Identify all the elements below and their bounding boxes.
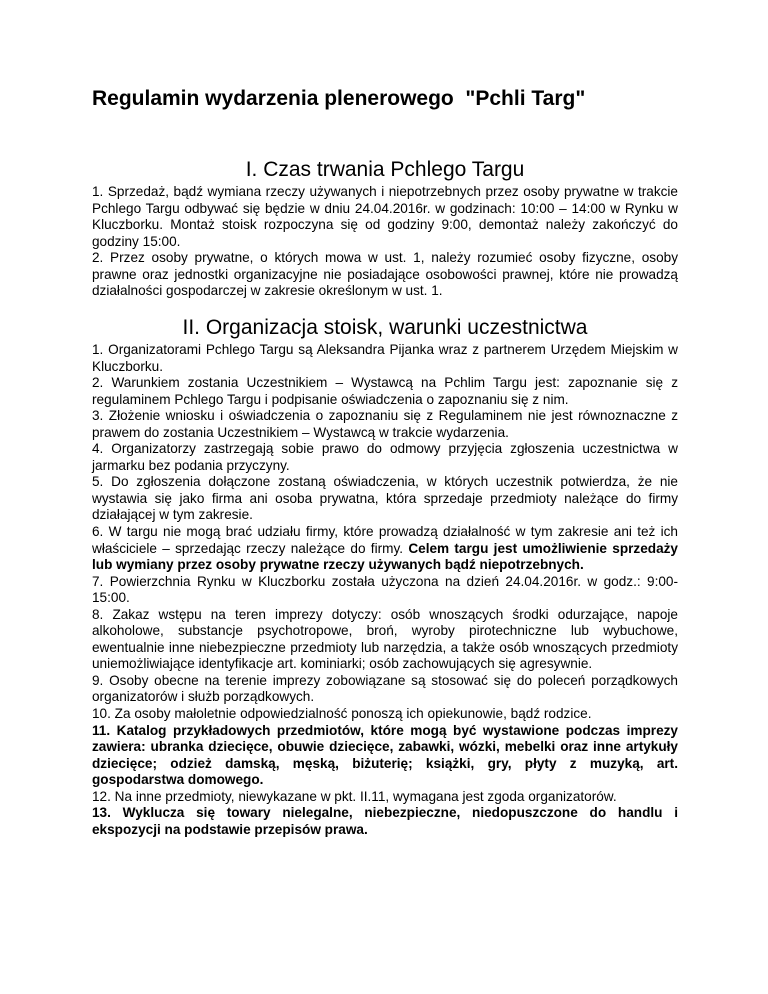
- paragraph: 1. Organizatorami Pchlego Targu są Aleksandra Pijanka wraz z partnerem Urzędem Miejskim w Kluczborku.: [92, 342, 678, 374]
- section-organization: [92, 314, 678, 838]
- paragraph-text: 6. W targu nie mogą brać udziału firmy, które prowadzą działalność w tym zakresie ani też ich właściciele – sprzedając rzeczy należące do firmy.: [92, 524, 678, 556]
- paragraph-bold: 11. Katalog przykładowych przedmiotów, które mogą być wystawione podczas imprezy zawiera: ubranka dziecięce, obuwie dziecięce, zabawki, wózki, mebelki oraz inne artykuły dziecięce; odzież damską, męską, biżuterię; książki, gry, płyty z muzyką, art. gospodarstwa domowego.: [92, 722, 678, 788]
- emphasis-text: Celem targu jest umożliwienie sprzedaży lub wymiany przez osoby prywatne rzeczy używanych bądź niepotrzebnych.: [92, 540, 678, 573]
- paragraph: 9. Osoby obecne na terenie imprezy zobowiązane są stosować się do poleceń porządkowych organizatorów i służb porządkowych.: [92, 672, 678, 705]
- paragraph-with-emphasis: [92, 524, 678, 574]
- paragraph: 2. Warunkiem zostania Uczestnikiem – Wystawcą na Pchlim Targu jest: zapoznanie się z regulaminem Pchlego Targu i podpisanie oświadczenia o zapoznaniu się z nim.: [92, 375, 678, 407]
- paragraph: 2. Przez osoby prywatne, o których mowa w ust. 1, należy rozumieć osoby fizyczne, osoby prawne oraz jednostki organizacyjne nie posiadające osobowości prawnej, które nie prowadzą działalności gospodarczej w zakresie określonym w ust. 1.: [92, 250, 678, 299]
- paragraph: 10. Za osoby małoletnie odpowiedzialność ponoszą ich opiekunowie, bądź rodzice.: [92, 706, 592, 722]
- paragraph: 4. Organizatorzy zastrzegają sobie prawo do odmowy przyjęcia zgłoszenia uczestnictwa w jarmarku bez podania przyczyny.: [92, 441, 678, 473]
- paragraph-bold: 13. Wyklucza się towary nielegalne, niebezpieczne, niedopuszczone do handlu i ekspozycji na podstawie przepisów prawa.: [92, 805, 678, 837]
- paragraph: 3. Złożenie wniosku i oświadczenia o zapoznaniu się z Regulaminem nie jest równoznaczne z prawem do zostania Uczestnikiem – Wystawcą w trakcie wydarzenia.: [92, 408, 678, 440]
- section-heading: I. Czas trwania Pchlego Targu: [245, 158, 525, 181]
- paragraph: 5. Do zgłoszenia dołączone zostaną oświadczenia, w których uczestnik potwierdza, że nie wystawia się jako firma ani osoba prywatna, która sprzedaje przedmioty należące do firmy działającej w tym zakresie.: [92, 474, 678, 523]
- paragraph: 12. Na inne przedmioty, niewykazane w pkt. II.11, wymagana jest zgoda organizatorów.: [92, 788, 617, 804]
- paragraph: 1. Sprzedaż, bądź wymiana rzeczy używanych i niepotrzebnych przez osoby prywatne w trakcie Pchlego Targu odbywać się będzie w dniu 24.04.2016r. w godzinach: 10:00 – 14:00 w Rynku w Kluczborku. Montaż stoisk rozpoczyna się od godziny 9:00, demontaż należy zakończyć do godziny 15:00.: [92, 184, 678, 249]
- paragraph: 8. Zakaz wstępu na teren imprezy dotyczy: osób wnoszących środki odurzające, napoje alkoholowe, substancje psychotropowe, broń, wyroby pirotechniczne lub wybuchowe, ewentualnie inne niebezpieczne przedmioty lub narzędzia, a także osób wnoszących przedmioty uniemożliwiające identyfikacje art. kominiarki; osób zachowujących się agresywnie.: [92, 606, 678, 672]
- document-title: Regulamin wydarzenia plenerowego "Pchli Targ": [92, 87, 586, 110]
- section-time: [92, 156, 678, 300]
- section-heading: II. Organizacja stoisk, warunki uczestnictwa: [182, 316, 588, 339]
- paragraph: 7. Powierzchnia Rynku w Kluczborku została użyczona na dzień 24.04.2016r. w godz.: 9:00-15:00.: [92, 573, 678, 606]
